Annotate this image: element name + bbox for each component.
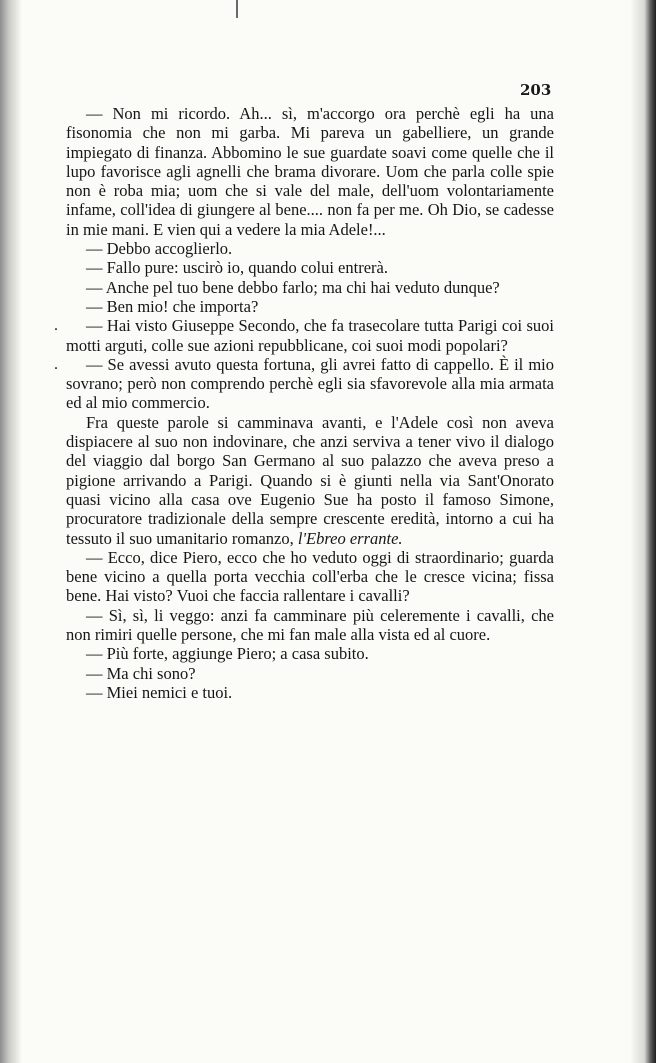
paragraph-6: — Hai visto Giuseppe Secondo, che fa trasecolare tutta Parigi coi suoi motti arguti, colle sue azioni repubblicane, coi suoi modi popolari? — [66, 316, 554, 355]
paragraph-5: — Ben mio! che importa? — [86, 296, 259, 316]
paragraph-9: — Ecco, dice Piero, ecco che ho veduto oggi di straordinario; guarda bene vicino a quella porta vecchia coll'erba che le cresce vicina; fissa bene. Hai visto? Vuoi che faccia rallentare i cavalli? — [66, 547, 554, 606]
paragraph-7: — Se avessi avuto questa fortuna, gli avrei fatto di cappello. È il mio sovrano; però non comprendo perchè egli sia sfavorevole alla mia armata ed al mio commercio. — [66, 354, 554, 413]
binding-mark — [236, 0, 238, 18]
paragraph-12: — Ma chi sono? — [86, 663, 196, 683]
paragraph-10: — Sì, sì, li veggo: anzi fa camminare più celeremente i cavalli, che non rimiri quelle persone, che mi fan male alla vista ed al cuore. — [66, 605, 554, 645]
body-text — [54, 104, 554, 702]
paragraph-8-text: Fra queste parole si camminava avanti, e l'Adele così non aveva dispiacere al suo non indovinare, che anzi serviva a tener vivo il dialogo del viaggio dal borgo San Germano al suo palazzo che aveva preso a pigione arrivando a Parigi. Quando si è giunti nella via Sant'Onorato quasi vicino alla casa ove Eugenio Sue ha posto il famoso Simone, procuratore tradizionale della sempre crescente eredità, intorno a cui ha tessuto il suo umanitario romanzo, — [66, 412, 554, 548]
page-number: 203 — [520, 81, 552, 99]
novel-title: l'Ebreo errante. — [297, 528, 403, 548]
page-gutter-shadow — [0, 0, 22, 1063]
paragraph-1: — Non mi ricordo. Ah... sì, m'accorgo ora perchè egli ha una fisonomia che non mi garba. Mi pareva un gabelliere, un grande impiegato di finanza. Abbomino le sue guardate soavi come quelle che il lupo favorisce agli agnelli che brama divorare. Uom che parla colle spie non è roba mia; uom che si vale del male, dell'uom volontariamente infame, coll'idea di giungere al bene.... non fa per me. Oh Dio, se cadesse in mie mani. E vien qui a vedere la mia Adele!... — [66, 104, 554, 239]
paragraph-6-row — [54, 316, 554, 355]
page-edge-shadow — [630, 0, 656, 1063]
paragraph-13: — Miei nemici e tuoi. — [86, 682, 233, 702]
margin-dot: . — [54, 355, 58, 373]
paragraph-3: — Fallo pure: uscirò io, quando colui entrerà. — [86, 258, 388, 278]
paragraph-7-row — [54, 354, 554, 413]
paragraph-4: — Anche pel tuo bene debbo farlo; ma chi hai veduto dunque? — [86, 277, 500, 297]
paragraph-11: — Più forte, aggiunge Piero; a casa subito. — [86, 644, 369, 664]
paragraph-8 — [66, 413, 554, 548]
margin-dot: . — [54, 317, 58, 335]
paragraph-2: — Debbo accoglierlo. — [86, 239, 233, 259]
